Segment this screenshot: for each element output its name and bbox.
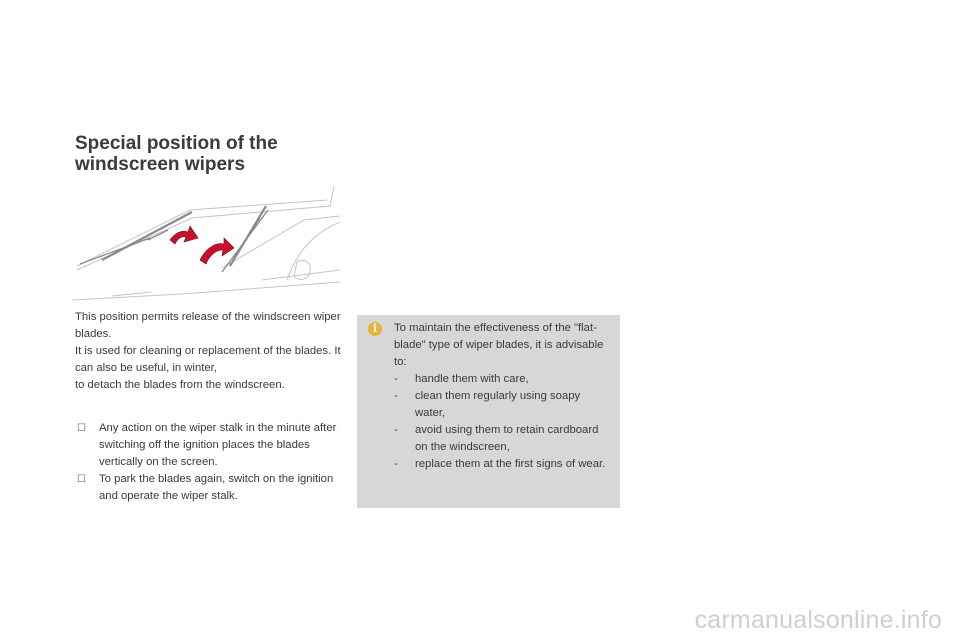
bullet-marker-icon: ☐: [77, 474, 86, 485]
bullet-marker-icon: ☐: [77, 423, 86, 434]
info-icon: i: [368, 322, 382, 336]
info-note-box: [357, 315, 620, 508]
wiper-illustration: [72, 182, 340, 302]
list-item-text: To park the blades again, switch on the ignition and operate the wiper stalk.: [99, 473, 334, 502]
note-intro: To maintain the effectiveness of the "flat-blade" type of wiper blades, it is advisable to:: [394, 322, 604, 368]
intro-line: to detach the blades from the windscreen.: [75, 379, 285, 391]
note-item-text: replace them at the first signs of wear.: [415, 458, 606, 470]
list-item: - handle them with care,: [394, 373, 529, 385]
instruction-list: [75, 420, 347, 505]
intro-line: It is used for cleaning or replacement of the blades. It can also be useful, in winter,: [75, 345, 341, 374]
list-item-text: Any action on the wiper stalk in the minute after switching off the ignition places the blades vertically on the screen.: [99, 422, 337, 468]
lift-arrow-left: [170, 226, 198, 244]
lift-arrow-right: [200, 238, 234, 264]
note-item-text: handle them with care,: [415, 373, 529, 385]
note-item-text: avoid using them to retain cardboard on the windscreen,: [415, 424, 599, 453]
page-title: Special position of the windscreen wipers: [75, 133, 278, 175]
note-list: [394, 371, 606, 473]
intro-line: This position permits release of the windscreen wiper blades.: [75, 311, 341, 340]
list-item: - replace them at the first signs of wear.: [394, 458, 606, 470]
note-item-text: clean them regularly using soapy water,: [415, 390, 581, 419]
intro-text: [75, 309, 347, 394]
list-item: - avoid using them to retain cardboard on the windscreen,: [394, 424, 599, 453]
list-item: - clean them regularly using soapy water,: [394, 390, 581, 419]
list-item: [75, 471, 347, 505]
list-item: [75, 420, 347, 471]
watermark: carmanualsonline.info: [694, 606, 942, 634]
